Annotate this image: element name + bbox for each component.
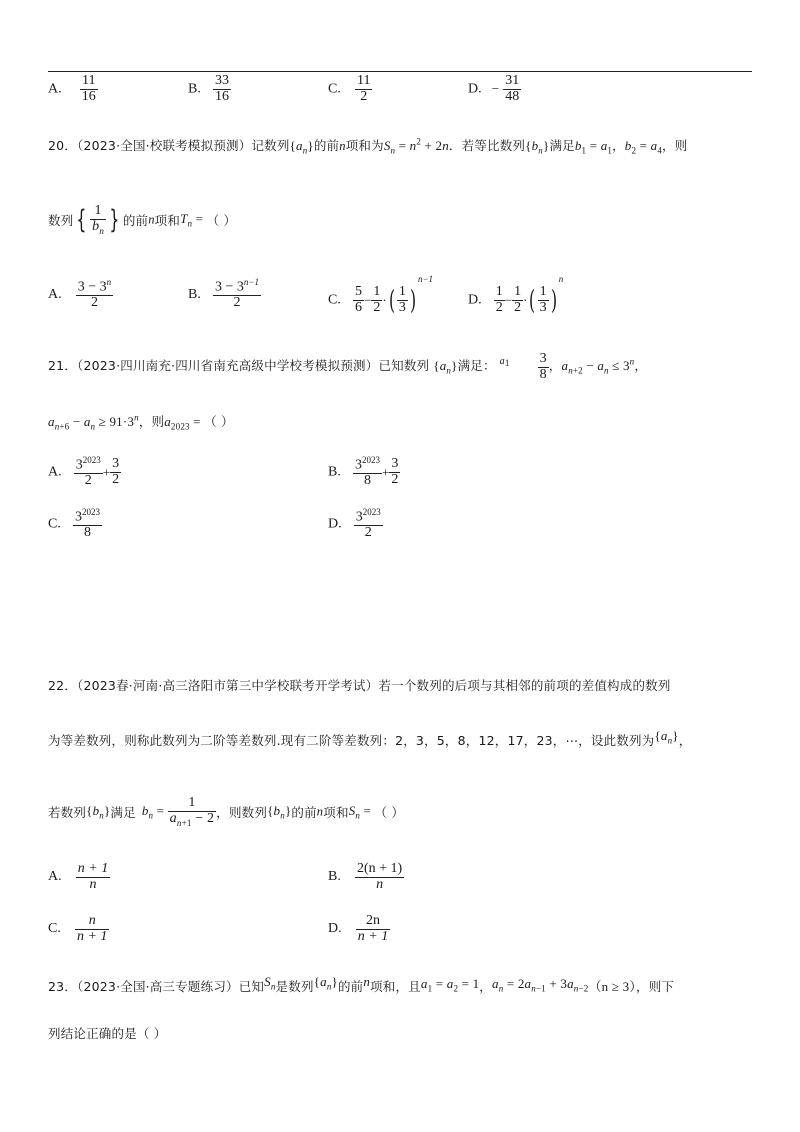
fraction: $\frac{1}{3}$ [398,284,406,315]
fraction: $\frac{11}{2}$ [356,73,371,104]
seq-b-n: $\{b_n\}$ [525,138,550,156]
formula-a1: $^a_1$ $\frac{3}{8}$ [499,351,547,382]
q21-stem-line2: $a_{n+6} - a_n \ge 91\cdot 3^n$，则$a_{2023}$ = （ ） [48,412,234,432]
fraction: $\frac{2(n + 1)}{n}$ [356,861,403,892]
fraction: $\frac{1}{3}$ [539,284,547,315]
q22-option-b[interactable]: B. $\frac{2(n + 1)}{n}$ [328,861,403,892]
top-rule [48,71,752,72]
sn-symbol: $S_n$ = [348,803,375,821]
formula-cond2: $a_{n+6} - a_n \ge 91\cdot 3^n$ [48,412,139,432]
fraction: $\frac{3^{2023}}{8}$ [74,507,100,541]
formula-bn: $b_n$ = [141,803,168,821]
fraction: $\frac{1}{2}$ [514,284,522,315]
q20-stem-line2: 数列 { $\frac{1}{b_n}$ } 的前n项和$T_n$ = （ ） [48,203,237,236]
tn-symbol: $T_n$ = [180,211,207,229]
q21-option-c[interactable]: C. $\frac{3^{2023}}{8}$ [48,507,100,541]
fraction: $\frac{5}{6}$ [354,284,362,315]
q22-stem-line1: 22．（2023春·河南·高三洛阳市第三中学校联考开学考试）若一个数列的后项与其相邻的前项的差值构成的数列 [48,678,671,693]
formula-a1-a2: $a_1 = a_2 = 1$ [420,976,480,994]
seq-a-n: $\{a_n\}$ [289,138,314,156]
fraction: $\frac{n + 1}{n}$ [77,861,109,892]
q23-stem-line1: 23．（2023·全国·高三专题练习）已知$S_n$是数列$\{a_n\}$的前n项和，且$a_1 = a_2 = 1$，$a_n = 2a_{n-1} + 3a_{n-2}(n \ge 3)$，则下 [48,974,675,994]
q20-option-b[interactable]: B. $\frac{3 - 3^{n-1}}{2}$ [188,277,259,311]
q19-option-c[interactable]: C. $\frac{11}{2}$ [328,73,371,104]
q21-option-b[interactable]: B. $\frac{3^{2023}}{8}$ + $\frac{3}{2}$ [328,455,399,489]
fraction: $\frac{3 - 3^{n-1}}{2}$ [214,277,259,311]
seq-a-n: $\{a_n\}$ [654,728,679,746]
fraction: $\frac{n}{n + 1}$ [76,913,108,944]
fraction: $\frac{3^{2023}}{2}$ [75,455,101,489]
fraction: $\frac{1}{b_n}$ [92,203,105,236]
q22-option-d[interactable]: D. $\frac{2n}{n + 1}$ [328,913,389,944]
formula-b2: $b_2 = a_4$ [624,138,663,156]
fraction: $\frac{33}{16}$ [214,73,229,104]
fraction: $\frac{1}{2}$ [373,284,381,315]
q20-option-c[interactable]: C. $\frac{5}{6}$ − $\frac{1}{2}$ ·( $\frac{1}{3}$ )$^{n-1}$ [328,274,434,316]
seq-a-n: $\{a_n\}$ [313,974,338,992]
seq-b-n: $\{b_n\}$ [267,803,292,821]
fraction: $\frac{3^{2023}}{8}$ [354,455,380,489]
fraction: $\frac{1}{a_{n+1} - 2}$ [169,795,215,828]
q20-option-d[interactable]: D. $\frac{1}{2}$ − $\frac{1}{2}$ ·( $\frac{1}{3}$ )$^n$ [468,274,564,316]
fraction: $\frac{1}{2}$ [495,284,503,315]
formula-b1: $b_1 = a_1$ [574,138,613,156]
sn-symbol: $S_n$ [264,974,276,992]
q20-stem-line1: 20．（2023·全国·校联考模拟预测）记数列$\{a_n\}$的前n项和为$S_n = n^2 + 2n$．若等比数列$\{b_n\}$满足$b_1 = a_1$，$b_2 = a_4$，则 [48,136,688,156]
fraction: $\frac{2n}{n + 1}$ [357,913,389,944]
seq-a-n: $\{a_n\}$ [433,358,458,376]
q22-option-c[interactable]: C. $\frac{n}{n + 1}$ [48,913,108,944]
q20-option-a[interactable]: A. $\frac{3 - 3^n}{2}$ [48,277,112,311]
q19-option-b[interactable]: B. $\frac{33}{16}$ [188,73,229,104]
formula-a2023: $a_{2023}$ = [164,414,205,432]
q21-option-d[interactable]: D. $\frac{3^{2023}}{2}$ [328,507,381,541]
fraction: $\frac{3}{2}$ [112,456,120,488]
fraction: $\frac{3^{2023}}{2}$ [355,507,381,541]
q21-option-a[interactable]: A. $\frac{3^{2023}}{2}$ + $\frac{3}{2}$ [48,455,120,489]
q19-option-d[interactable]: D. − $\frac{31}{48}$ [468,73,520,104]
formula-sn: $S_n = n^2 + 2n$ [383,136,449,156]
q22-stem-line3: 若数列$\{b_n\}$满足 $b_n$ = $\frac{1}{a_{n+1} - 2}$ ，则数列$\{b_n\}$的前n项和$S_n$ = （ ） [48,795,405,828]
formula-cond1: $a_{n+2} - a_n \le 3^n$ [561,356,635,376]
formula-recurrence: $a_n = 2a_{n-1} + 3a_{n-2}$ [491,976,589,994]
seq-b-n: $\{b_n\}$ [86,803,111,821]
fraction: $\frac{11}{16}$ [81,73,96,104]
q19-option-a[interactable]: A. $\frac{11}{16}$ [48,73,96,104]
q22-option-a[interactable]: A. $\frac{n + 1}{n}$ [48,861,109,892]
q22-stem-line2: 为等差数列，则称此数列为二阶等差数列.现有二阶等差数列：2，3，5，8，12，17，23，⋯，设此数列为$\{a_n\}$， [48,728,692,748]
fraction: $\frac{3}{2}$ [391,456,399,488]
fraction: $\frac{3 - 3^n}{2}$ [77,277,112,311]
fraction: $\frac{31}{48}$ [505,73,520,104]
q23-stem-line2: 列结论正确的是（ ） [48,1026,167,1041]
q21-stem-line1: 21．（2023·四川南充·四川省南充高级中学校考模拟预测）已知数列 $\{a_n\}$满足： $^a_1$ $\frac{3}{8}$ ，$a_{n+2} - a_n \le 3^n$， [48,351,648,382]
